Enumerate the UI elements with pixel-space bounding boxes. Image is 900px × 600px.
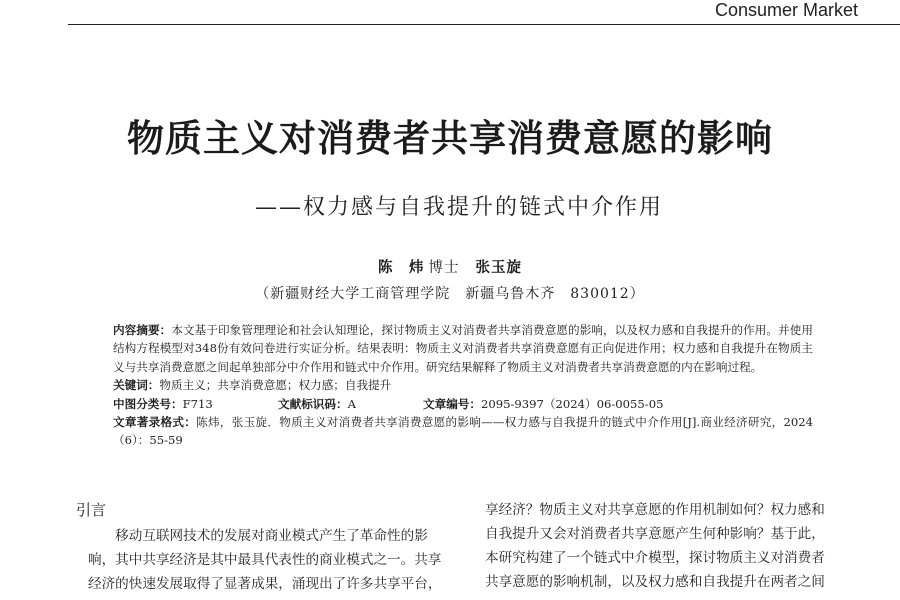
abstract-text: 本文基于印象管理理论和社会认知理论，探讨物质主义对消费者共享消费意愿的影响，以及权力感和自我提升的作用。并使用结构方程模型对348份有效问卷进行实证分析。结果表明：物质主义对消费者共享消费意愿有正向促进作用；权力感和自我提升在物质主义与共享消费意愿之间起单独部分中介作用和链式中介作用。研究结果解释了物质主义对消费者共享消费意愿的内在影响过程。 bbox=[113, 323, 813, 374]
author-line bbox=[0, 256, 900, 277]
doc-code-label: 文献标识码： bbox=[278, 396, 348, 411]
doc-code-cell bbox=[278, 395, 423, 413]
body-line: 本研究构建了一个链式中介模型，探讨物质主义对消费者 bbox=[485, 550, 825, 566]
affiliation: （新疆财经大学工商管理学院 新疆乌鲁木齐 830012） bbox=[255, 286, 645, 302]
keywords-label: 关键词： bbox=[113, 378, 160, 393]
author-name: 陈 炜 bbox=[378, 260, 425, 276]
citation-text: 陈炜，张玉旋．物质主义对消费者共享消费意愿的影响——权力感与自我提升的链式中介作用[J].商业经济研究，2024（6）：55-59 bbox=[113, 415, 813, 448]
abstract bbox=[113, 321, 813, 376]
body-line: 经济的快速发展取得了显著成果，涌现出了许多共享平台， bbox=[88, 576, 442, 592]
clc-label: 中图分类号： bbox=[113, 396, 183, 411]
body-column-left bbox=[76, 498, 468, 596]
clc-cell bbox=[113, 395, 278, 413]
abstract-label: 内容摘要： bbox=[113, 323, 172, 337]
keywords-text: 物质主义；共享消费意愿；权力感；自我提升 bbox=[159, 378, 392, 393]
clc-value: F713 bbox=[182, 396, 213, 411]
abstract-block bbox=[113, 321, 813, 450]
body-line: 共享意愿的影响机制，以及权力感和自我提升在两者之间 bbox=[485, 574, 825, 590]
body-line: 自我提升又会对消费者共享意愿产生何种影响？基于此， bbox=[485, 526, 825, 542]
article-number-label: 文章编号： bbox=[423, 396, 481, 411]
citation-label: 文章著录格式： bbox=[113, 415, 197, 430]
classification-row bbox=[113, 395, 813, 413]
body-line: 移动互联网技术的发展对商业模式产生了革命性的影 bbox=[88, 528, 428, 544]
header-rule bbox=[68, 24, 900, 25]
article-title: 物质主义对消费者共享消费意愿的影响 bbox=[127, 117, 773, 160]
body-column-right bbox=[485, 498, 865, 594]
body-line: 享经济？物质主义对共享意愿的作用机制如何？权力感和 bbox=[485, 502, 825, 518]
citation bbox=[113, 413, 813, 450]
article-subtitle: ——权力感与自我提升的链式中介作用 bbox=[254, 195, 663, 220]
doc-code-value: A bbox=[347, 396, 356, 411]
body-line: 响，其中共享经济是其中最具代表性的商业模式之一。共享 bbox=[88, 552, 442, 568]
author-name: 张玉旋 bbox=[475, 260, 522, 276]
article-number-cell bbox=[423, 395, 663, 413]
author-degree: 博士 bbox=[428, 260, 460, 276]
keywords bbox=[113, 376, 813, 394]
section-heading: 引言 bbox=[76, 501, 107, 519]
article-number-value: 2095-9397（2024）06-0055-05 bbox=[480, 396, 664, 411]
section-label: Consumer Market bbox=[709, 0, 858, 21]
